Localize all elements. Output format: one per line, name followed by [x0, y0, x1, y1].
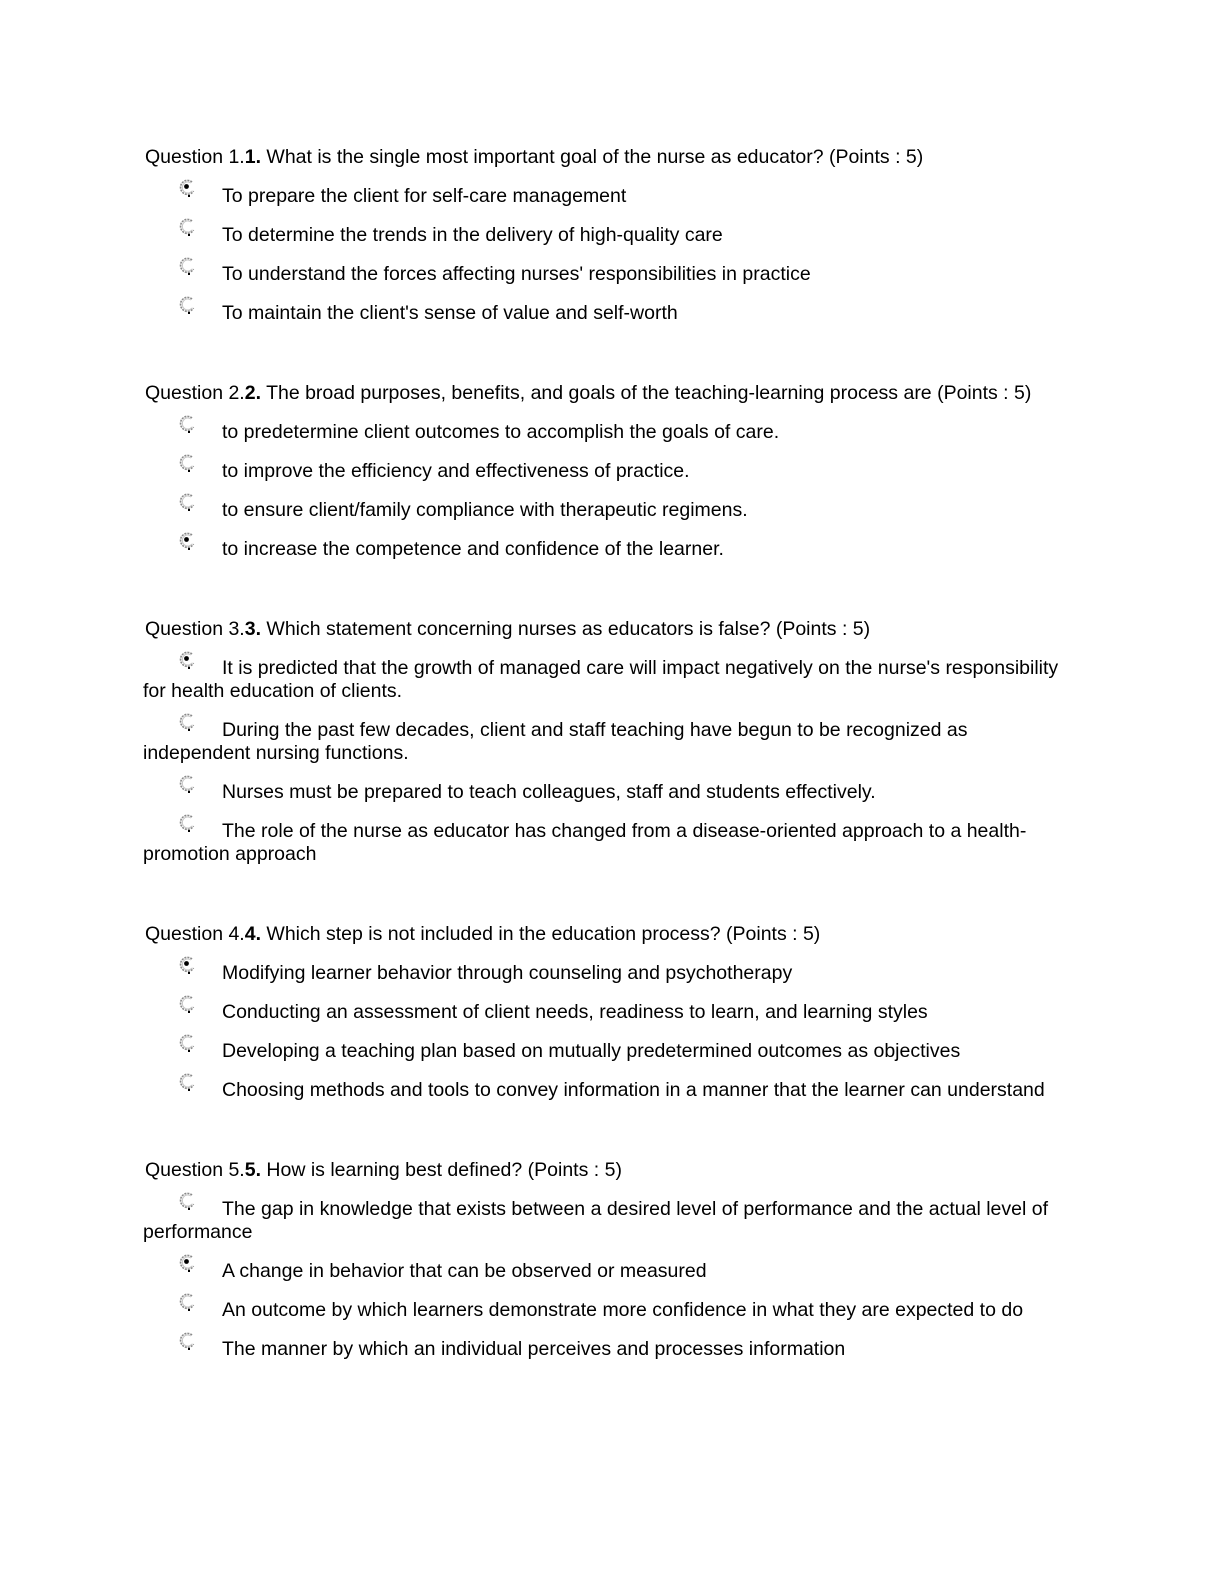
answer-label: Nurses must be prepared to teach colleagues, staff and students effectively. — [222, 781, 876, 803]
question-title: Question 2.2. The broad purposes, benefits, and goals of the teaching-learning process are (Points : 5) — [145, 382, 1032, 404]
radio-button[interactable] — [179, 651, 197, 669]
answer-option[interactable] — [143, 1079, 1078, 1102]
question-4 — [143, 923, 1078, 1102]
answer-label: To prepare the client for self-care management — [222, 185, 627, 207]
answer-label: to improve the efficiency and effectiveness of practice. — [222, 460, 690, 482]
question-3 — [143, 618, 1078, 866]
question-title: Question 3.3. Which statement concerning nurses as educators is false? (Points : 5) — [145, 618, 871, 640]
answer-option[interactable] — [143, 781, 1078, 804]
answer-label: Choosing methods and tools to convey information in a manner that the learner can understand — [222, 1079, 1045, 1101]
answer-option[interactable] — [143, 719, 1078, 765]
radio-button[interactable] — [179, 1192, 197, 1210]
answer-option[interactable] — [143, 499, 1078, 522]
answer-label: The role of the nurse as educator has changed from a disease-oriented approach to a health-promotion approach — [143, 820, 1027, 865]
answer-label: During the past few decades, client and staff teaching have begun to be recognized as independent nursing functions. — [143, 719, 968, 764]
answer-option[interactable] — [143, 1299, 1078, 1322]
radio-button[interactable] — [179, 1293, 197, 1311]
answer-option[interactable] — [143, 263, 1078, 286]
answer-option[interactable] — [143, 1001, 1078, 1024]
radio-button[interactable] — [179, 493, 197, 511]
answer-option[interactable] — [143, 302, 1078, 325]
radio-button[interactable] — [179, 218, 197, 236]
answer-label: To understand the forces affecting nurses' responsibilities in practice — [222, 263, 811, 285]
radio-button[interactable] — [179, 415, 197, 433]
answer-label: To maintain the client's sense of value and self-worth — [222, 302, 678, 324]
answer-option[interactable] — [143, 1198, 1078, 1244]
answer-label: It is predicted that the growth of managed care will impact negatively on the nurse's responsibility for health education of clients. — [143, 657, 1059, 702]
radio-button[interactable] — [179, 814, 197, 832]
answer-label: The gap in knowledge that exists between a desired level of performance and the actual level of performance — [143, 1198, 1049, 1243]
answer-option[interactable] — [143, 657, 1078, 703]
answer-label: Conducting an assessment of client needs, readiness to learn, and learning styles — [222, 1001, 928, 1023]
answer-label: An outcome by which learners demonstrate more confidence in what they are expected to do — [222, 1299, 1024, 1321]
question-5 — [143, 1159, 1078, 1361]
answer-label: to ensure client/family compliance with therapeutic regimens. — [222, 499, 748, 521]
answer-option[interactable] — [143, 538, 1078, 561]
answer-option[interactable] — [143, 460, 1078, 483]
answer-option[interactable] — [143, 421, 1078, 444]
answer-label: To determine the trends in the delivery of high-quality care — [222, 224, 723, 246]
radio-button[interactable] — [179, 1073, 197, 1091]
answer-option[interactable] — [143, 224, 1078, 247]
radio-button[interactable] — [179, 713, 197, 731]
question-1 — [143, 146, 1078, 325]
question-2 — [143, 382, 1078, 561]
answer-option[interactable] — [143, 1338, 1078, 1361]
radio-button[interactable] — [179, 454, 197, 472]
radio-button[interactable] — [179, 995, 197, 1013]
radio-button[interactable] — [179, 1254, 197, 1272]
answer-label: Modifying learner behavior through counseling and psychotherapy — [222, 962, 793, 984]
answer-option[interactable] — [143, 1040, 1078, 1063]
radio-button[interactable] — [179, 1332, 197, 1350]
radio-button[interactable] — [179, 257, 197, 275]
answer-label: The manner by which an individual perceives and processes information — [222, 1338, 846, 1360]
radio-button[interactable] — [179, 296, 197, 314]
radio-button[interactable] — [179, 179, 197, 197]
question-title: Question 5.5. How is learning best defined? (Points : 5) — [145, 1159, 622, 1181]
question-title: Question 4.4. Which step is not included in the education process? (Points : 5) — [145, 923, 821, 945]
answer-label: Developing a teaching plan based on mutually predetermined outcomes as objectives — [222, 1040, 961, 1062]
answer-label: A change in behavior that can be observed or measured — [222, 1260, 707, 1282]
answer-option[interactable] — [143, 185, 1078, 208]
answer-label: to increase the competence and confidence of the learner. — [222, 538, 724, 560]
answer-label: to predetermine client outcomes to accomplish the goals of care. — [222, 421, 780, 443]
radio-button[interactable] — [179, 956, 197, 974]
answer-option[interactable] — [143, 1260, 1078, 1283]
radio-button[interactable] — [179, 532, 197, 550]
radio-button[interactable] — [179, 775, 197, 793]
answer-option[interactable] — [143, 820, 1078, 866]
radio-button[interactable] — [179, 1034, 197, 1052]
question-title: Question 1.1. What is the single most important goal of the nurse as educator? (Points : 5) — [145, 146, 924, 168]
answer-option[interactable] — [143, 962, 1078, 985]
